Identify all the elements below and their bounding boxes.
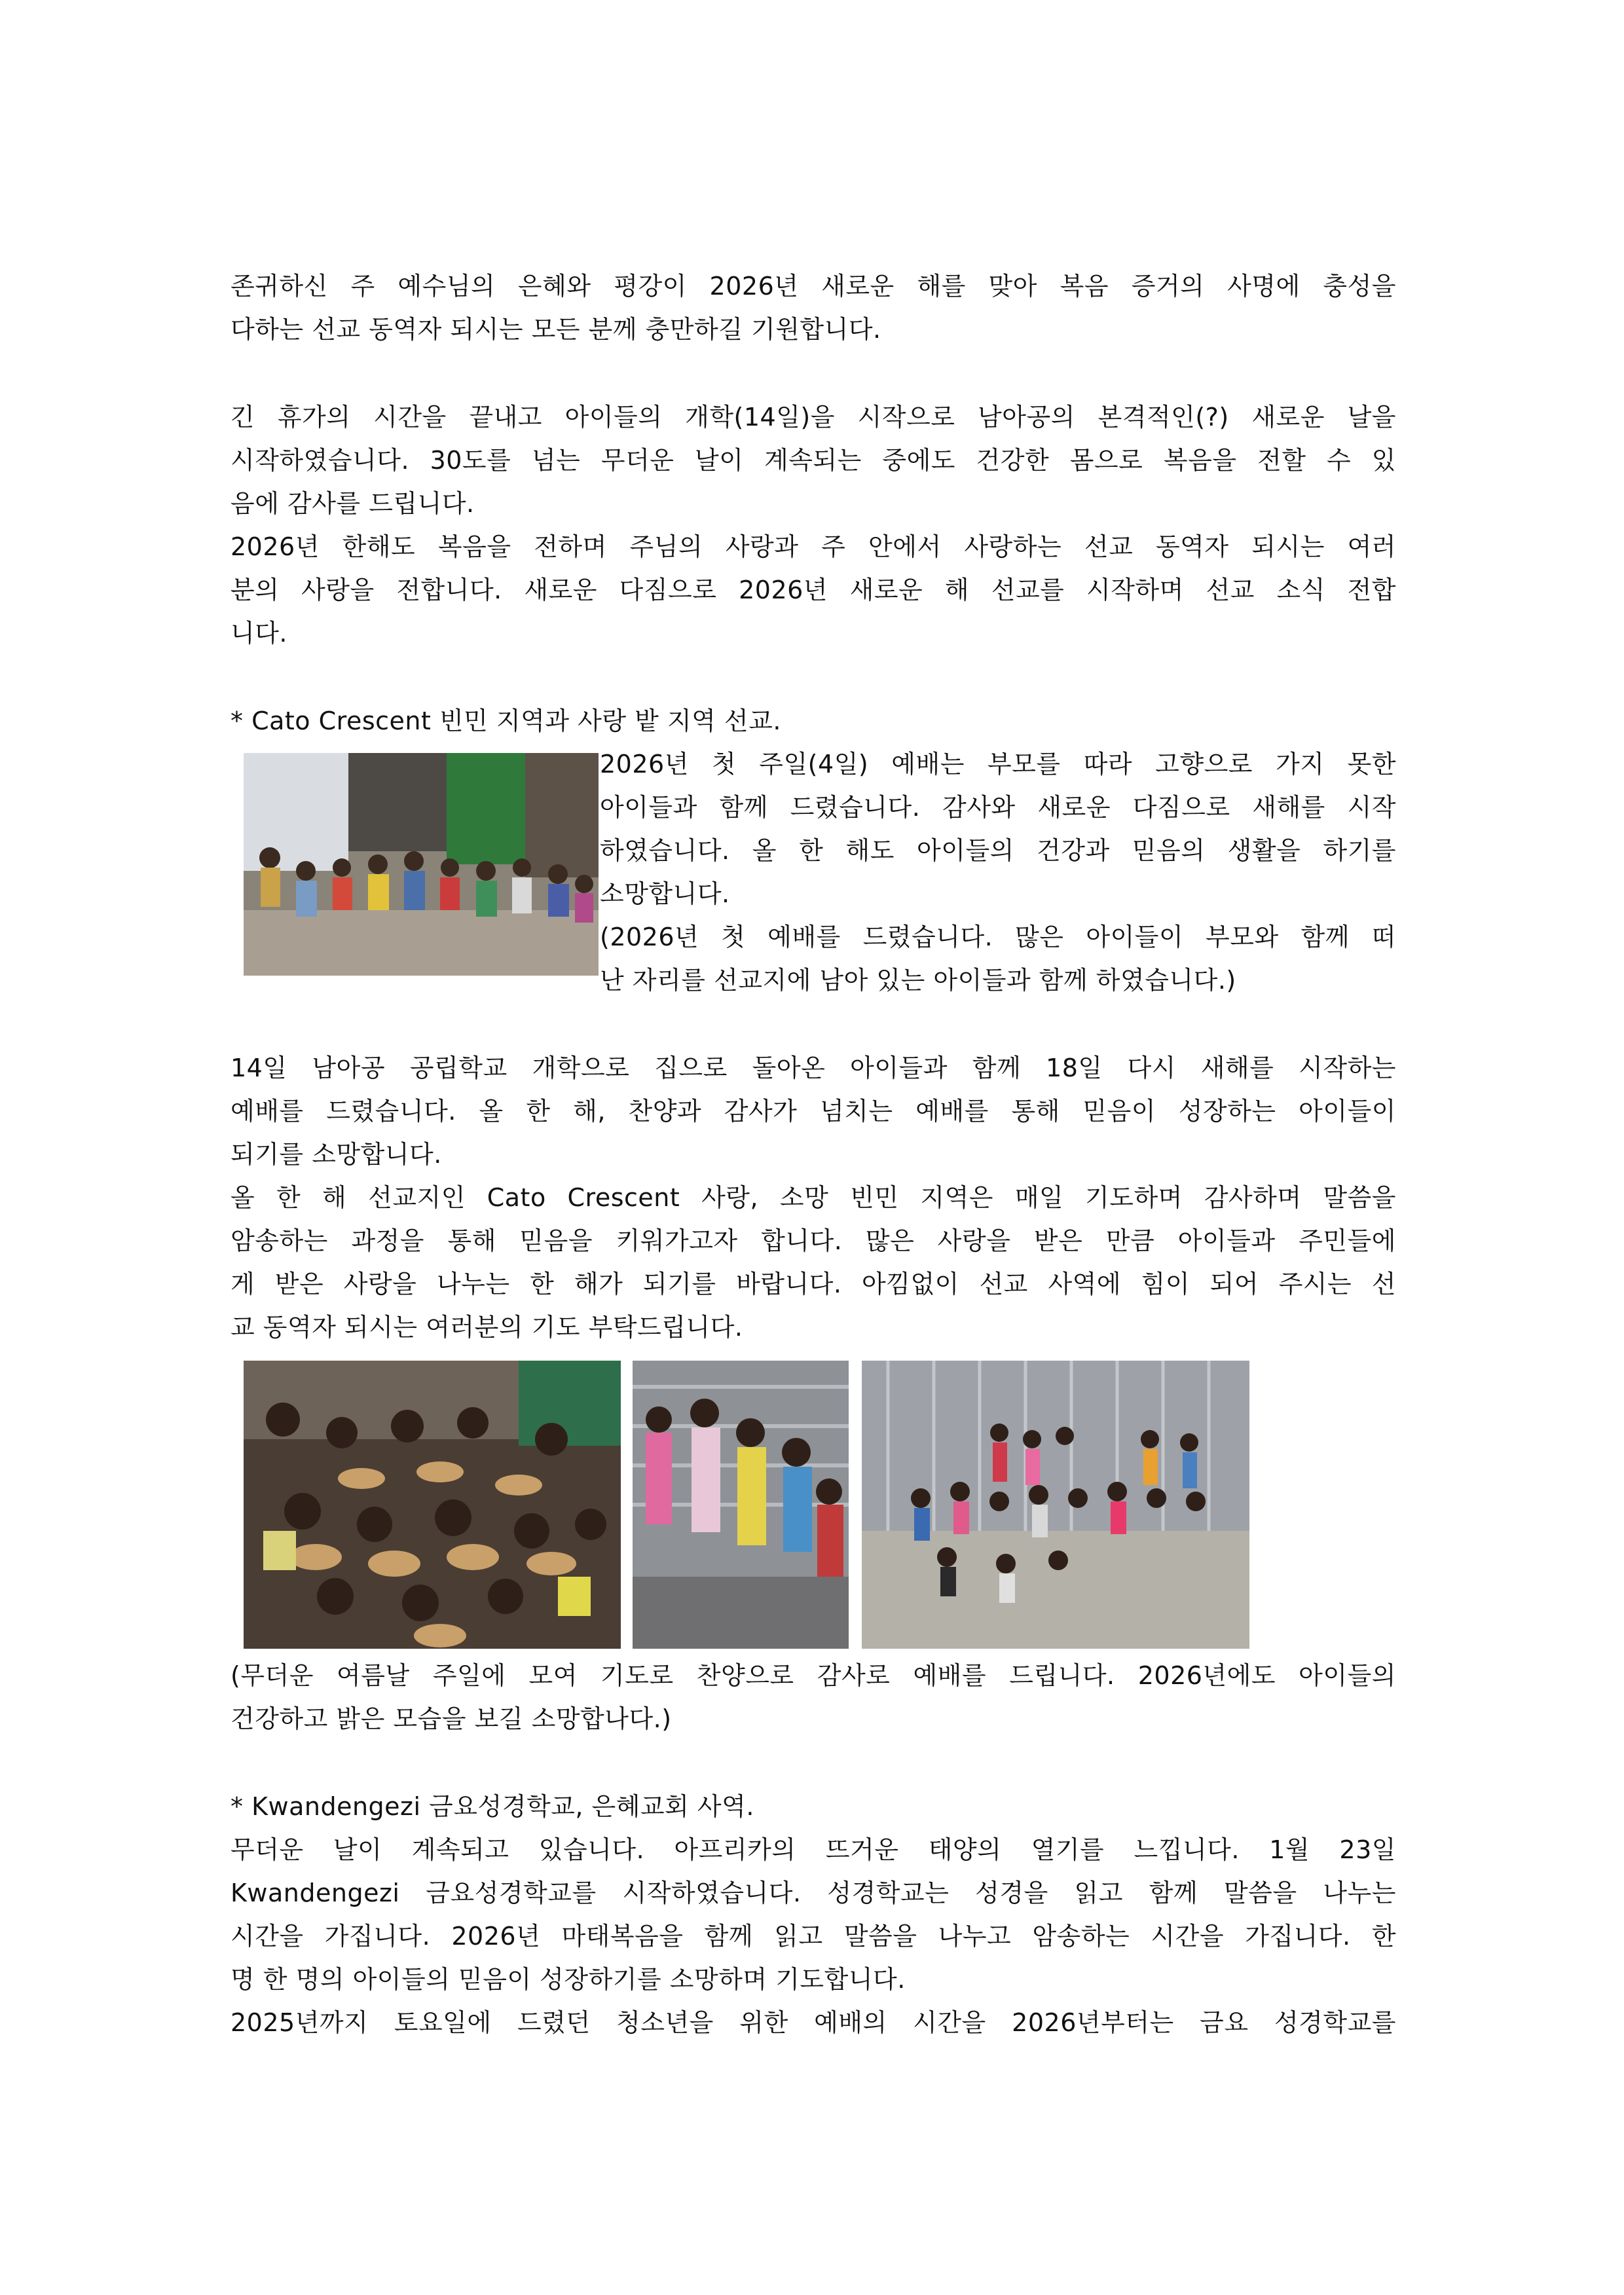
section1-body-line-7: 교 동역자 되시는 여러분의 기도 부탁드립니다.: [231, 1313, 743, 1342]
section1-body-line-2: 예배를 드렸습니다. 올 한 해, 찬양과 감사가 넘치는 예배를 통해 믿음이 성장하는 아이들이: [231, 1097, 1396, 1126]
section2-heading: * Kwandengezi 금요성경학교, 은혜교회 사역.: [231, 1792, 754, 1821]
para2-line-5: 분의 사랑을 전합니다. 새로운 다짐으로 2026년 새로운 해 선교를 시작하며 선교 소식 전합: [231, 576, 1396, 604]
photo-caption-line-1: (무더운 여름날 주일에 모여 기도로 찬양으로 감사로 예배를 드립니다. 2026년에도 아이들의: [231, 1661, 1396, 1690]
section2-line-1: 무더운 날이 계속되고 있습니다. 아프리카의 뜨거운 태양의 열기를 느낍니다. 1월 23일: [231, 1835, 1396, 1864]
para2-line-1: 긴 휴가의 시간을 끝내고 아이들의 개학(14일)을 시작으로 남아공의 본격적인(?) 새로운 날을: [231, 403, 1396, 431]
section1-side-line-3: 하였습니다. 올 한 해도 아이들의 건강과 믿음의 생활을 하기를: [600, 836, 1396, 865]
section2-line-5: 2025년까지 토요일에 드렸던 청소년을 위한 예배의 시간을 2026년부터는 금요 성경학교를: [231, 2008, 1396, 2037]
section2-line-4: 명 한 명의 아이들의 믿음이 성장하기를 소망하며 기도합니다.: [231, 1965, 906, 1994]
section1-heading: * Cato Crescent 빈민 지역과 사랑 밭 지역 선교.: [231, 707, 781, 735]
section1-side-line-5: (2026년 첫 예배를 드렸습니다. 많은 아이들이 부모와 함께 떠: [600, 923, 1396, 951]
photo-children-group: [862, 1361, 1249, 1649]
para2-line-3: 음에 감사를 드립니다.: [231, 489, 475, 518]
section2-line-2: Kwandengezi 금요성경학교를 시작하였습니다. 성경학교는 성경을 읽고 함께 말씀을 나누는: [231, 1879, 1396, 1907]
photo-children-with-bowls: [244, 1361, 621, 1649]
section1-body-line-4: 올 한 해 선교지인 Cato Crescent 사랑, 소망 빈민 지역은 매일 기도하며 감사하며 말씀을: [231, 1183, 1396, 1212]
para2-line-6: 니다.: [231, 619, 287, 648]
intro-line-2: 다하는 선교 동역자 되시는 모든 분께 충만하길 기원합니다.: [231, 315, 881, 344]
worship-photo-children-sitting: [244, 753, 599, 976]
section1-body-line-6: 게 받은 사랑을 나누는 한 해가 되기를 바랍니다. 아낌없이 선교 사역에 힘이 되어 주시는 선: [231, 1270, 1396, 1298]
section1-side-line-6: 난 자리를 선교지에 남아 있는 아이들과 함께 하였습니다.): [600, 966, 1236, 995]
intro-line-1: 존귀하신 주 예수님의 은혜와 평강이 2026년 새로운 해를 맞아 복음 증거의 사명에 충성을: [231, 272, 1396, 301]
section1-body-line-5: 암송하는 과정을 통해 믿음을 키워가고자 합니다. 많은 사랑을 받은 만큼 아이들과 주민들에: [231, 1226, 1396, 1255]
photo-caption-line-2: 건강하고 밝은 모습을 보길 소망합나다.): [231, 1704, 672, 1733]
photo-children-praying: [633, 1361, 849, 1649]
section1-body-line-1: 14일 남아공 공립학교 개학으로 집으로 돌아온 아이들과 함께 18일 다시 새해를 시작하는: [231, 1054, 1396, 1082]
para2-line-4: 2026년 한해도 복음을 전하며 주님의 사랑과 주 안에서 사랑하는 선교 동역자 되시는 여러: [231, 532, 1396, 561]
section1-side-line-1: 2026년 첫 주일(4일) 예배는 부모를 따라 고향으로 가지 못한: [600, 750, 1396, 779]
section2-line-3: 시간을 가집니다. 2026년 마태복음을 함께 읽고 말씀을 나누고 암송하는 시간을 가집니다. 한: [231, 1922, 1396, 1951]
section1-side-line-4: 소망합니다.: [600, 879, 730, 908]
section1-side-line-2: 아이들과 함께 드렸습니다. 감사와 새로운 다짐으로 새해를 시작: [600, 793, 1396, 822]
para2-line-2: 시작하였습니다. 30도를 넘는 무더운 날이 계속되는 중에도 건강한 몸으로 복음을 전할 수 있: [231, 446, 1396, 475]
section1-body-line-3: 되기를 소망합니다.: [231, 1140, 442, 1169]
